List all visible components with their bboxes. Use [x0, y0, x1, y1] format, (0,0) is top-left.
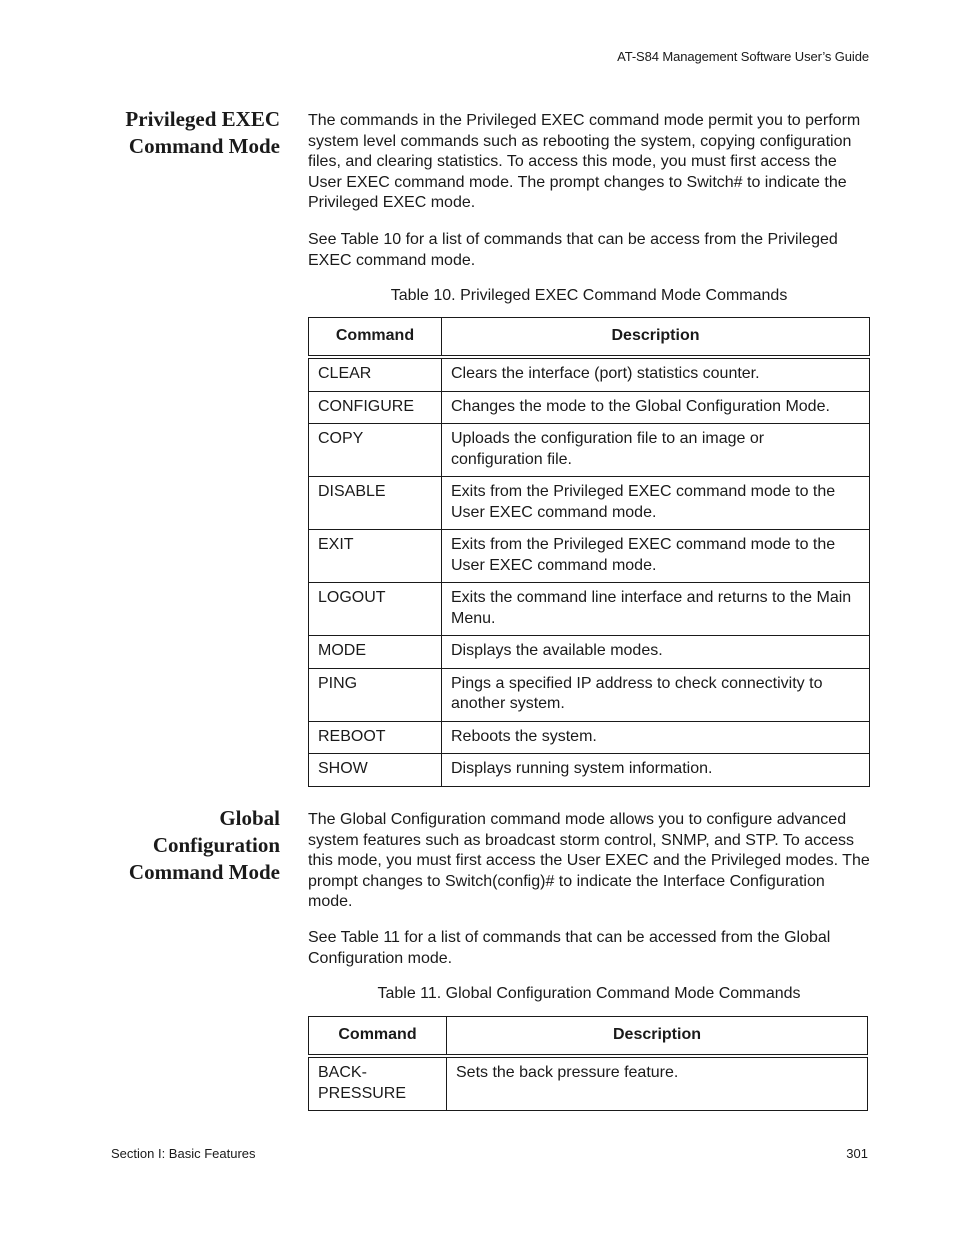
table-row: [309, 391, 870, 424]
command-cell: LOGOUT: [309, 583, 442, 636]
command-cell: CONFIGURE: [309, 391, 442, 424]
table-row: [309, 668, 870, 721]
heading-line: Configuration: [152, 833, 280, 857]
section-heading-privileged-exec: [80, 106, 280, 160]
command-cell: DISABLE: [309, 477, 442, 530]
heading-line: Command Mode: [128, 134, 280, 158]
table-header-row: [309, 318, 870, 358]
column-header-description: Description: [442, 318, 870, 358]
description-cell: Uploads the configuration file to an image or configuration file.: [442, 424, 870, 477]
description-cell: Exits from the Privileged EXEC command mode to the User EXEC command mode.: [442, 477, 870, 530]
global-configuration-commands-table: [308, 1016, 868, 1111]
description-cell: Changes the mode to the Global Configuration Mode.: [442, 391, 870, 424]
column-header-command: Command: [309, 1017, 447, 1057]
command-cell: EXIT: [309, 530, 442, 583]
footer-page-number: 301: [846, 1146, 868, 1161]
command-cell: COPY: [309, 424, 442, 477]
command-cell: CLEAR: [309, 357, 442, 391]
privileged-exec-commands-table: [308, 317, 870, 787]
table-caption: Table 10. Privileged EXEC Command Mode Commands: [390, 287, 788, 304]
description-cell: Exits the command line interface and returns to the Main Menu.: [442, 583, 870, 636]
command-cell: SHOW: [309, 754, 442, 787]
heading-line: Privileged EXEC: [125, 107, 280, 131]
body-paragraph: The commands in the Privileged EXEC command mode permit you to perform system level commands such as rebooting the system, copying configuration files, and clearing statistics. To access this mode, you must first access the User EXEC command mode. The prompt changes to Switch# to indicate the Privileged EXEC mode.: [308, 112, 861, 211]
table-header-row: [309, 1017, 868, 1057]
command-cell: PING: [309, 668, 442, 721]
table-row: [309, 530, 870, 583]
body-paragraph: The Global Configuration command mode allows you to configure advanced system features such as broadcast storm control, SNMP, and STP. To access this mode, you must first access the User EXEC and the Privileged modes. The prompt changes to Switch(config)# to indicate the Interface Configuration mode.: [308, 811, 870, 910]
table-row: [309, 424, 870, 477]
heading-line: Global: [219, 806, 280, 830]
table-caption: Table 11. Global Configuration Command Mode Commands: [377, 985, 801, 1002]
description-cell: Clears the interface (port) statistics counter.: [442, 357, 870, 391]
body-paragraph: See Table 11 for a list of commands that can be accessed from the Global Configuration mode.: [308, 929, 831, 967]
body-paragraph: See Table 10 for a list of commands that can be access from the Privileged EXEC command mode.: [308, 231, 838, 269]
description-cell: Displays running system information.: [442, 754, 870, 787]
table-row: [309, 721, 870, 754]
command-cell: MODE: [309, 636, 442, 669]
description-cell: Displays the available modes.: [442, 636, 870, 669]
command-cell: BACK- PRESSURE: [309, 1056, 447, 1111]
footer-section-label: Section I: Basic Features: [111, 1146, 256, 1161]
description-cell: Sets the back pressure feature.: [447, 1056, 868, 1111]
section-heading-global-configuration: [80, 805, 280, 886]
table-row: [309, 1056, 868, 1111]
column-header-command: Command: [309, 318, 442, 358]
command-cell: REBOOT: [309, 721, 442, 754]
running-header: AT-S84 Management Software User’s Guide: [617, 49, 869, 64]
table-row: [309, 357, 870, 391]
description-cell: Reboots the system.: [442, 721, 870, 754]
table-row: [309, 477, 870, 530]
column-header-description: Description: [447, 1017, 868, 1057]
table-row: [309, 583, 870, 636]
table-row: [309, 636, 870, 669]
heading-line: Command Mode: [128, 860, 280, 884]
table-row: [309, 754, 870, 787]
description-cell: Exits from the Privileged EXEC command mode to the User EXEC command mode.: [442, 530, 870, 583]
description-cell: Pings a specified IP address to check connectivity to another system.: [442, 668, 870, 721]
